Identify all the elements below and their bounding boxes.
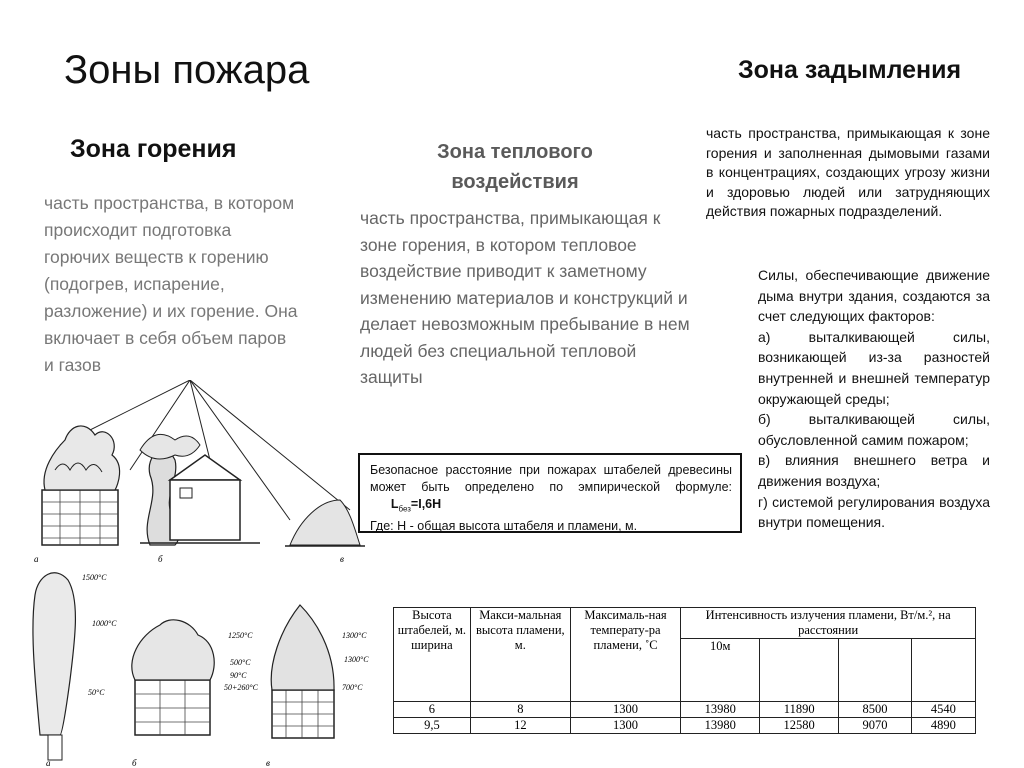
table-cell: 11890 — [760, 702, 839, 718]
fig-label-b-top: б — [158, 554, 163, 564]
table-cell: 12580 — [760, 718, 839, 734]
heat-zone-title: Зона теплового воздействия — [437, 141, 593, 193]
table-cell: 8500 — [839, 702, 912, 718]
crib-fire-sketch — [42, 426, 120, 545]
header-distance-4 — [911, 639, 975, 702]
fire-zones-illustration — [0, 380, 380, 768]
factor-c: в) влияния внешнего ветра и движения воздуха; — [758, 452, 990, 489]
header-radiation-intensity: Интенсивность излучения пламени, Вт/м.², на расстоянии — [681, 608, 976, 639]
forces-intro: Силы, обеспечивающие движение дыма внутри здания, создаются за счет следующих факторов: — [758, 267, 990, 325]
temp-50-260: 50+260°С — [224, 683, 258, 692]
temp-1000: 1000°С — [92, 619, 117, 628]
flame-pile-sketch — [285, 500, 365, 546]
temp-1300-b: 1300°С — [344, 655, 369, 664]
heat-zone-definition: часть пространства, примыкающая к зоне горения, в котором тепловое воздействие приводит к заметному изменению материалов и конструкций и делает невозможным пребывание в нем людей без специальной тепловой защиты — [360, 208, 690, 387]
table-cell: 8 — [470, 702, 570, 718]
tree-and-hut-sketch — [140, 434, 260, 545]
table-cell: 1300 — [570, 702, 681, 718]
temp-1300-a: 1300°С — [342, 631, 367, 640]
flame-radiation-table — [393, 607, 976, 734]
table-cell: 1300 — [570, 718, 681, 734]
column-flame-sketch — [33, 573, 75, 760]
table-cell: 9,5 — [394, 718, 471, 734]
factor-b: б) выталкивающей силы, обусловленной самим пожаром; — [758, 411, 990, 448]
burn-zone-title: Зона горения — [70, 135, 237, 163]
table-row — [394, 702, 976, 718]
fig-label-b-bottom: б — [132, 758, 137, 768]
temp-50: 50°С — [88, 688, 105, 697]
table-header-row — [394, 608, 976, 639]
smoke-zone-definition: часть пространства, примыкающая к зоне горения и заполненная дымовыми газами в концентрациях, создающих угрозу жизни и здоровью людей или затрудняющих действия пожарных подразделений. — [706, 125, 990, 219]
table-row — [394, 718, 976, 734]
header-distance-3 — [839, 639, 912, 702]
table-cell: 12 — [470, 718, 570, 734]
fig-label-v-bottom: в — [266, 758, 270, 768]
factor-a: а) выталкивающей силы, возникающей из-за разностей внутренней и внешней температур окружающей среды; — [758, 328, 990, 407]
header-height-width: Высота штабелей, м. ширина — [394, 608, 471, 702]
pallet-fire-sketch — [271, 605, 334, 738]
temp-90: 90°С — [230, 671, 247, 680]
temp-1250: 1250°С — [228, 631, 253, 640]
header-distance-2 — [760, 639, 839, 702]
temp-500: 500°С — [230, 658, 251, 667]
table-cell: 13980 — [681, 718, 760, 734]
temp-700: 700°С — [342, 683, 363, 692]
table-cell: 9070 — [839, 718, 912, 734]
header-distance-10m: 10м — [681, 639, 760, 702]
fig-label-v-top: в — [340, 554, 344, 564]
safe-distance-formula: $L_{без}=I,6H$ — [390, 497, 442, 514]
header-flame-height: Макси-мальная высота пламени, м. — [470, 608, 570, 702]
fig-label-a-bottom: а — [46, 758, 51, 768]
burn-zone-definition: часть пространства, в котором происходит подготовка горючих веществ к горению (подогрев, испарение, разложение) и их горение. Она включает в себя объем паров и газов — [44, 193, 298, 375]
table-cell: 4890 — [911, 718, 975, 734]
brick-fire-sketch — [132, 620, 214, 735]
table-cell: 6 — [394, 702, 471, 718]
smoke-forces-list — [758, 265, 990, 533]
fig-label-a-top: а — [34, 554, 39, 564]
note-line2: Где: Н - общая высота штабеля и пламени, м. — [370, 518, 638, 533]
table-cell: 4540 — [911, 702, 975, 718]
safe-distance-note — [358, 453, 742, 533]
note-line1: Безопасное расстояние при пожарах штабелей древесины может быть определено по эмпирической формуле: — [370, 463, 732, 494]
temp-1500: 1500°С — [82, 573, 107, 582]
table-cell: 13980 — [681, 702, 760, 718]
header-flame-temp: Максималь-ная температу-ра пламени, ˚С — [570, 608, 681, 702]
page-title: Зоны пожара — [64, 48, 310, 92]
smoke-zone-title: Зона задымления — [738, 56, 962, 84]
factor-d: г) системой регулирования воздуха внутри помещения. — [758, 493, 990, 531]
